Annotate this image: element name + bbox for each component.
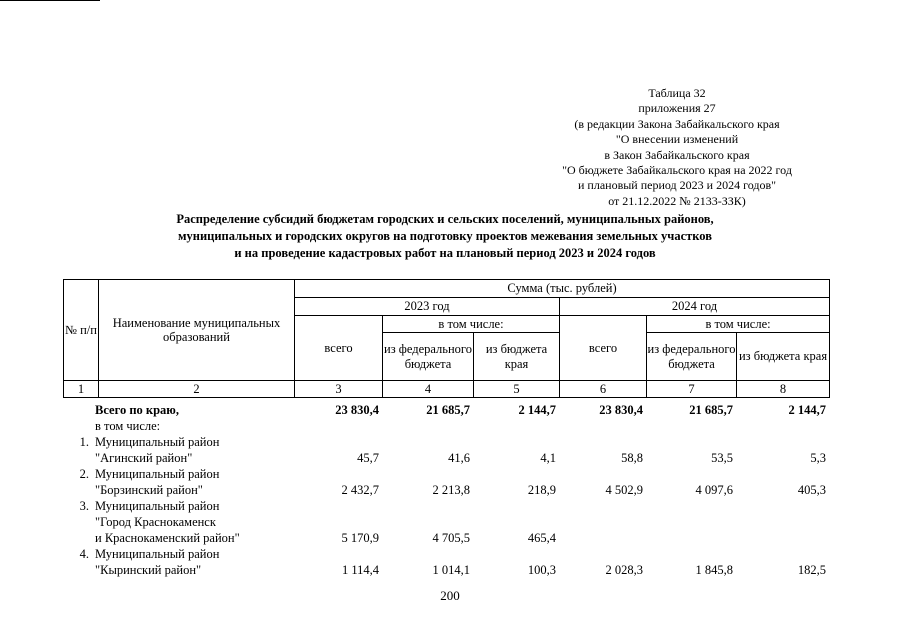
caption-line: Таблица 32 <box>648 86 706 100</box>
cell-total-2023: 5 170,9 <box>341 531 379 545</box>
row-name-line: "Борзинский район" <box>95 483 203 497</box>
cell-federal-2023: 41,6 <box>448 451 470 465</box>
col-number: 3 <box>295 381 383 398</box>
row-name <box>93 434 294 466</box>
row-number <box>63 402 93 418</box>
row-name-line: "Агинский район" <box>95 451 193 465</box>
row-name <box>93 402 294 418</box>
cell-total-2023: 1 114,4 <box>341 563 379 577</box>
cell-regional-2023: 218,9 <box>527 483 556 497</box>
header-name: Наименование муниципальных образований <box>99 280 295 381</box>
title-line: муниципальных и городских округов на подготовку проектов межевания земельных участков <box>177 229 712 243</box>
header-federal-2023: из федерального бюджета <box>383 333 474 381</box>
row-name-line: Муниципальный район <box>95 547 220 561</box>
cell-total-2023: 2 432,7 <box>341 483 379 497</box>
table-header <box>63 279 830 398</box>
cell-federal-2024: 21 685,7 <box>689 403 733 417</box>
caption-line: и плановый период 2023 и 2024 годов" <box>577 178 777 193</box>
cell-total-2024: 4 502,9 <box>605 483 643 497</box>
cell-federal-2023: 1 014,1 <box>432 563 470 577</box>
title-line: и на проведение кадастровых работ на плановый период 2023 и 2024 годов <box>234 246 656 260</box>
table-body <box>63 402 829 578</box>
cell-federal-2023: 2 213,8 <box>432 483 470 497</box>
title-line: Распределение субсидий бюджетам городских и сельских поселений, муниципальных районов, <box>176 212 714 226</box>
cell-regional-2024: 5,3 <box>810 451 826 465</box>
header-year-2023: 2023 год <box>295 298 560 316</box>
row-name-line: Всего по краю, <box>95 403 179 417</box>
cell-regional-2023: 100,3 <box>527 563 556 577</box>
table-caption <box>527 86 827 209</box>
row-number: 1. <box>79 435 89 449</box>
header-including-2024: в том числе: <box>647 316 830 333</box>
cell-total-2023: 23 830,4 <box>335 403 379 417</box>
header-regional-2024: из бюджета края <box>737 333 830 381</box>
cell-federal-2023: 4 705,5 <box>432 531 470 545</box>
cell-federal-2024 <box>646 418 736 434</box>
cell-regional-2024: 405,3 <box>797 483 826 497</box>
header-regional-2023: из бюджета края <box>474 333 560 381</box>
page-number: 200 <box>440 588 460 603</box>
caption-line: в Закон Забайкальского края <box>604 147 750 162</box>
row-name <box>93 546 294 578</box>
cell-regional-2024: 182,5 <box>797 563 826 577</box>
header-year-2024: 2024 год <box>560 298 830 316</box>
header-num: № п/п <box>64 280 99 381</box>
col-number: 1 <box>64 381 99 398</box>
row-name-line: Муниципальный район <box>95 467 220 481</box>
col-number: 2 <box>99 381 295 398</box>
table-row <box>63 498 829 546</box>
caption-line: (в редакции Закона Забайкальского края <box>574 116 780 131</box>
cell-total-2024: 23 830,4 <box>599 403 643 417</box>
row-name <box>93 466 294 498</box>
header-federal-2024: из федерального бюджета <box>647 333 737 381</box>
cell-total-2024: 58,8 <box>621 451 643 465</box>
caption-line: приложения 27 <box>638 101 716 116</box>
cell-federal-2024: 4 097,6 <box>695 483 733 497</box>
cell-regional-2023: 4,1 <box>540 451 556 465</box>
cell-federal-2024: 1 845,8 <box>695 563 733 577</box>
row-name-line: "Город Краснокаменск <box>95 515 216 529</box>
header-including-2023: в том числе: <box>383 316 560 333</box>
col-number: 5 <box>474 381 560 398</box>
table-row <box>63 546 829 578</box>
row-number <box>63 418 93 434</box>
cell-total-2024 <box>559 418 646 434</box>
col-number: 7 <box>647 381 737 398</box>
table-row-total <box>63 402 829 418</box>
document-title <box>100 211 790 262</box>
cell-regional-2023 <box>473 418 559 434</box>
row-name <box>93 498 294 546</box>
row-number: 2. <box>79 467 89 481</box>
cell-regional-2023: 465,4 <box>527 531 556 545</box>
caption-line: от 21.12.2022 № 2133-ЗЗК) <box>608 193 746 208</box>
caption-line: "О внесении изменений <box>615 132 739 147</box>
cell-federal-2023: 21 685,7 <box>426 403 470 417</box>
row-name-line: Муниципальный район <box>95 435 220 449</box>
row-name-line: в том числе: <box>95 419 161 433</box>
table-row <box>63 466 829 498</box>
col-number: 4 <box>383 381 474 398</box>
col-number: 6 <box>560 381 647 398</box>
cell-total-2023: 45,7 <box>357 451 379 465</box>
cell-regional-2024 <box>736 498 829 546</box>
header-sum: Сумма (тыс. рублей) <box>295 280 830 298</box>
cell-federal-2024 <box>646 498 736 546</box>
header-total-2023: всего <box>295 316 383 381</box>
row-name-line: и Краснокаменский район" <box>95 531 240 545</box>
cell-federal-2024: 53,5 <box>711 451 733 465</box>
row-name-line: "Кыринский район" <box>95 563 202 577</box>
caption-line: "О бюджете Забайкальского края на 2022 год <box>562 163 792 178</box>
row-name-line: Муниципальный район <box>95 499 220 513</box>
cell-total-2024 <box>559 498 646 546</box>
cell-total-2024: 2 028,3 <box>605 563 643 577</box>
cell-regional-2023: 2 144,7 <box>518 403 556 417</box>
header-rule <box>0 0 100 1</box>
row-name <box>93 418 294 434</box>
header-total-2024: всего <box>560 316 647 381</box>
col-number: 8 <box>737 381 830 398</box>
cell-total-2023 <box>294 418 382 434</box>
table-row-subheading <box>63 418 829 434</box>
row-number: 4. <box>79 547 89 561</box>
cell-regional-2024 <box>736 418 829 434</box>
row-number: 3. <box>79 499 89 513</box>
cell-federal-2023 <box>382 418 473 434</box>
table-row <box>63 434 829 466</box>
cell-regional-2024: 2 144,7 <box>788 403 826 417</box>
